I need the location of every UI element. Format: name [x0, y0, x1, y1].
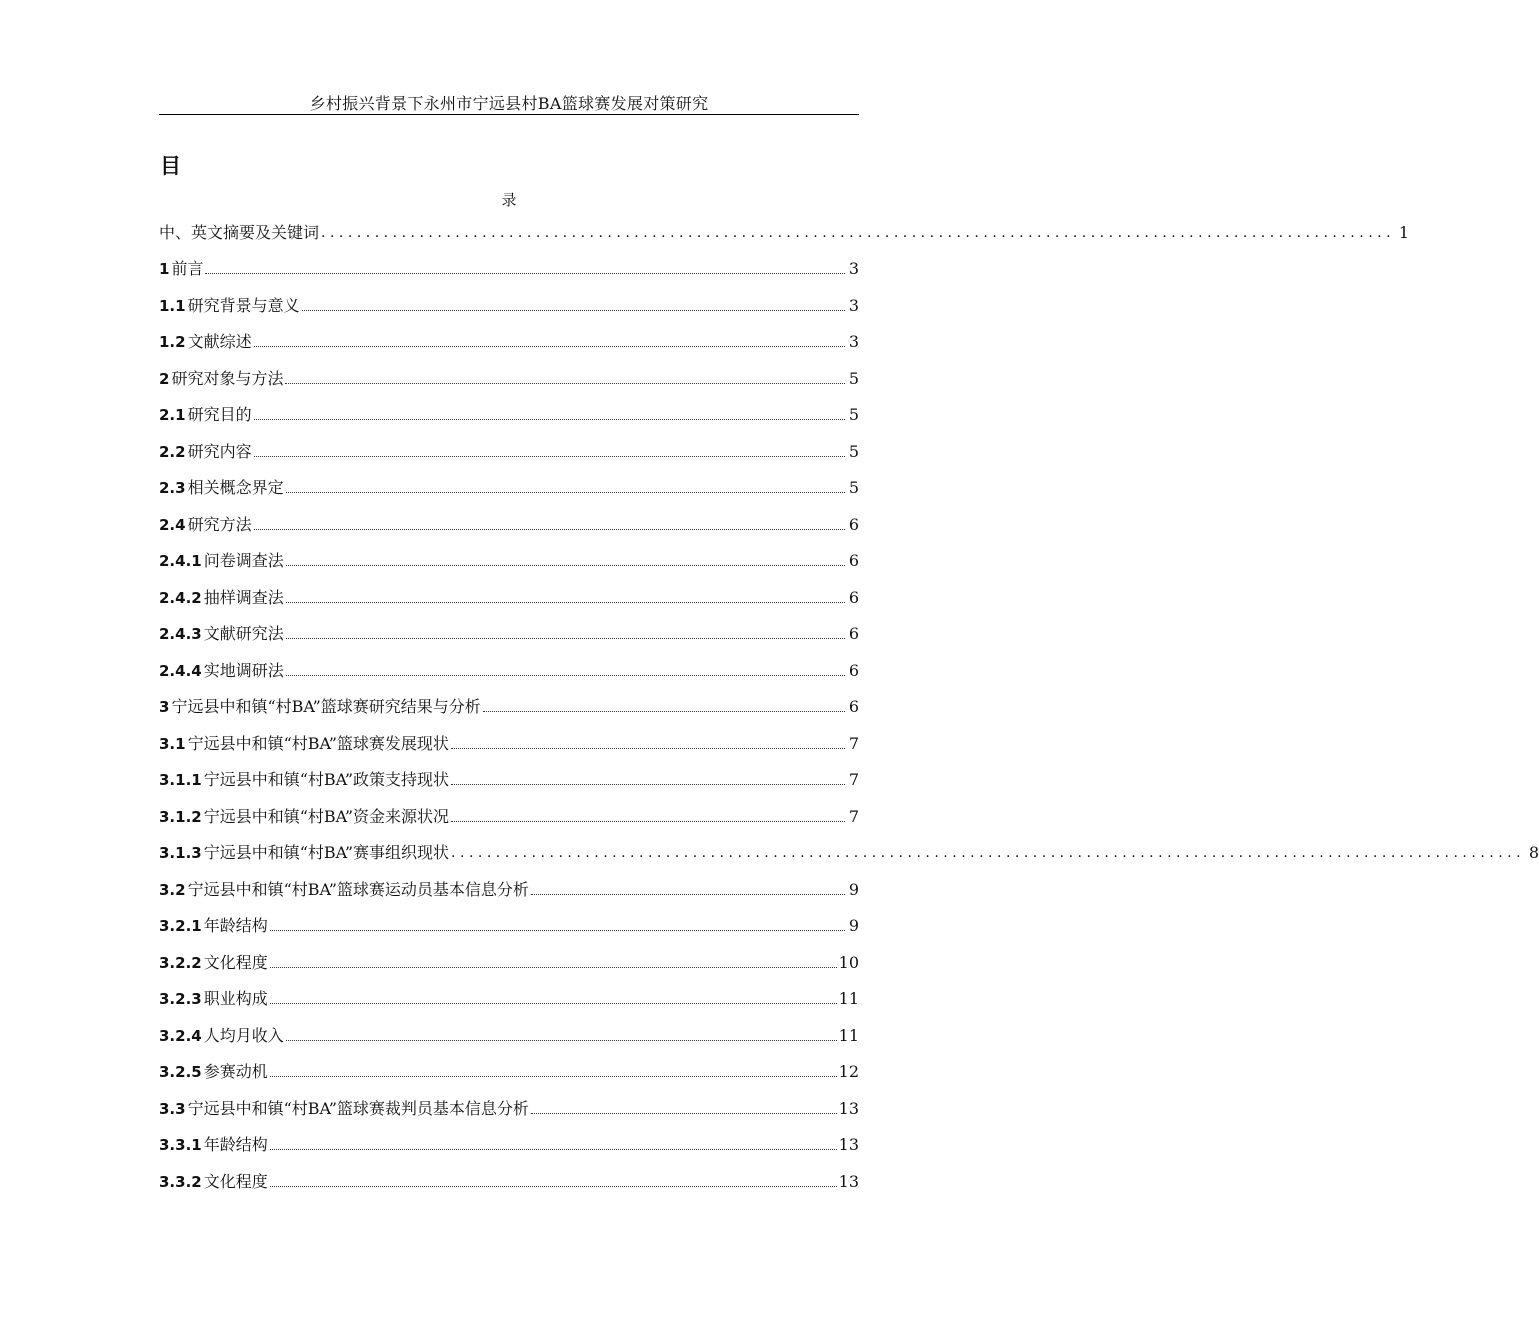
dot-leader	[254, 419, 845, 420]
dot-leader	[531, 894, 845, 895]
table-of-contents	[159, 206, 1539, 1192]
dot-leader	[270, 1149, 837, 1150]
toc-entry-title: 问卷调查法	[203, 551, 284, 570]
toc-entry-page-number: 5	[848, 478, 859, 497]
toc-entry-page-number: 5	[848, 441, 859, 461]
toc-entry-title: 相关概念界定	[187, 478, 284, 497]
header-rule	[159, 114, 859, 115]
toc-entry-page-number: 3	[848, 295, 859, 315]
dot-leader	[286, 638, 845, 639]
toc-entry[interactable]	[159, 973, 859, 1010]
toc-entry[interactable]	[159, 936, 859, 973]
toc-entry-page-number: 11	[838, 1025, 859, 1045]
toc-entry[interactable]	[159, 535, 859, 572]
toc-entry-title: 宁远县中和镇“村BA”篮球赛发展现状	[187, 733, 449, 753]
toc-entry[interactable]	[159, 1009, 859, 1046]
toc-entry[interactable]	[159, 243, 859, 280]
toc-entry[interactable]	[159, 1155, 859, 1192]
toc-entry-title: 研究对象与方法	[171, 368, 284, 388]
dot-leader	[270, 1186, 837, 1187]
dot-leader	[451, 784, 845, 785]
toc-entry-page-number: 6	[848, 514, 859, 534]
toc-entry-page-number: 1	[1398, 222, 1410, 242]
toc-entry[interactable]	[159, 827, 1539, 864]
toc-entry[interactable]	[159, 206, 1410, 243]
toc-entry-title: 实地调研法	[203, 660, 284, 680]
dot-leader	[285, 383, 845, 384]
toc-entry-title: 宁远县中和镇“村BA”政策支持现状	[203, 770, 450, 789]
dot-leader	[270, 1003, 837, 1004]
toc-entry-number: 3.1.3	[159, 844, 202, 862]
dot-leader	[270, 930, 845, 931]
toc-entry-page-number: 7	[848, 806, 859, 826]
dot-leader	[483, 711, 845, 712]
toc-entry-title: 中、英文摘要及关键词	[159, 222, 320, 242]
dot-leader: ........................................................................................................................	[321, 224, 1396, 241]
toc-entry-title: 宁远县中和镇“村BA”篮球赛运动员基本信息分析	[187, 879, 529, 899]
toc-entry-title: 年龄结构	[203, 1135, 268, 1154]
toc-entry[interactable]	[159, 389, 859, 426]
toc-entry-title: 年龄结构	[203, 916, 268, 935]
toc-entry[interactable]	[159, 608, 859, 645]
toc-entry-page-number: 5	[848, 368, 859, 388]
dot-leader	[270, 1076, 837, 1077]
toc-entry-number: 3.3	[159, 1099, 186, 1118]
toc-entry[interactable]	[159, 1082, 859, 1119]
toc-entry-number: 3.2	[159, 880, 186, 899]
dot-leader	[531, 1113, 837, 1114]
dot-leader	[286, 1040, 837, 1041]
toc-entry-page-number: 8	[1528, 843, 1539, 862]
toc-entry-number: 2.4.1	[159, 552, 202, 570]
dot-leader	[254, 529, 845, 530]
toc-entry-number: 3.2.5	[159, 1063, 202, 1081]
toc-entry-number: 2.2	[159, 442, 186, 461]
toc-entry-page-number: 9	[848, 916, 859, 935]
toc-entry-page-number: 7	[848, 733, 859, 753]
toc-entry-page-number: 12	[838, 1062, 859, 1081]
toc-entry[interactable]	[159, 754, 859, 791]
toc-entry-number: 3.3.2	[159, 1172, 202, 1191]
toc-entry-page-number: 7	[848, 770, 859, 789]
toc-entry-page-number: 6	[848, 697, 859, 716]
toc-entry-page-number: 13	[838, 1171, 859, 1191]
toc-entry[interactable]	[159, 462, 859, 499]
toc-entry-number: 2	[159, 369, 170, 388]
dot-leader	[254, 346, 845, 347]
toc-entry-number: 1.1	[159, 296, 186, 315]
toc-entry-page-number: 6	[848, 551, 859, 570]
toc-entry-number: 3	[159, 698, 170, 716]
toc-entry[interactable]	[159, 1046, 859, 1083]
toc-entry-title: 文献研究法	[203, 624, 284, 643]
toc-entry-title: 研究背景与意义	[187, 295, 300, 315]
dot-leader	[451, 748, 845, 749]
toc-entry-page-number: 10	[838, 952, 859, 972]
dot-leader	[254, 456, 845, 457]
toc-entry-number: 2.4	[159, 515, 186, 534]
toc-entry-title: 抽样调查法	[203, 587, 284, 607]
toc-entry[interactable]	[159, 644, 859, 681]
dot-leader: ........................................................................................................................	[451, 845, 1526, 861]
toc-entry-page-number: 5	[848, 405, 859, 424]
dot-leader	[286, 602, 845, 603]
toc-entry-title: 宁远县中和镇“村BA”资金来源状况	[203, 806, 450, 826]
toc-entry[interactable]	[159, 279, 859, 316]
toc-entry[interactable]	[159, 681, 859, 718]
toc-entry-number: 3.2.4	[159, 1026, 202, 1045]
toc-entry-number: 2.3	[159, 479, 186, 497]
toc-entry-page-number: 11	[838, 989, 859, 1008]
toc-entry-number: 2.4.4	[159, 661, 202, 680]
toc-entry[interactable]	[159, 863, 859, 900]
toc-entry-number: 3.1	[159, 734, 186, 753]
toc-entry-page-number: 3	[848, 259, 859, 278]
dot-leader	[451, 821, 845, 822]
toc-entry[interactable]	[159, 571, 859, 608]
toc-entry[interactable]	[159, 498, 859, 535]
toc-entry-number: 2.1	[159, 406, 186, 424]
toc-entry-number: 3.2.1	[159, 917, 202, 935]
toc-entry[interactable]	[159, 790, 859, 827]
toc-entry-number: 1	[159, 260, 170, 278]
toc-entry-page-number: 13	[838, 1135, 859, 1154]
toc-entry-title: 文献综述	[187, 332, 252, 351]
toc-entry-title: 文化程度	[203, 1171, 268, 1191]
dot-leader	[302, 310, 845, 311]
toc-entry[interactable]	[159, 316, 859, 353]
toc-entry-title: 宁远县中和镇“村BA”篮球赛研究结果与分析	[171, 697, 481, 716]
toc-entry-number: 3.2.3	[159, 990, 202, 1008]
toc-entry-title: 宁远县中和镇“村BA”篮球赛裁判员基本信息分析	[187, 1098, 529, 1118]
toc-entry-title: 前言	[171, 259, 204, 278]
toc-entry-page-number: 3	[848, 332, 859, 351]
toc-entry-number: 3.1.1	[159, 771, 202, 789]
toc-entry[interactable]	[159, 352, 859, 389]
dot-leader	[286, 675, 845, 676]
toc-entry-title: 文化程度	[203, 952, 268, 972]
toc-entry-number: 2.4.3	[159, 625, 202, 643]
toc-entry-page-number: 6	[848, 587, 859, 607]
toc-entry-title: 人均月收入	[203, 1025, 284, 1045]
toc-entry-page-number: 6	[848, 624, 859, 643]
toc-entry-title: 参赛动机	[203, 1062, 268, 1081]
toc-entry-page-number: 13	[838, 1098, 859, 1118]
toc-entry-number: 3.3.1	[159, 1136, 202, 1154]
toc-entry-title: 宁远县中和镇“村BA”赛事组织现状	[203, 843, 450, 862]
toc-entry-number: 3.2.2	[159, 953, 202, 972]
toc-entry[interactable]	[159, 1119, 859, 1156]
toc-entry-title: 研究方法	[187, 514, 252, 534]
dot-leader	[270, 967, 837, 968]
toc-entry-number: 2.4.2	[159, 588, 202, 607]
toc-entry[interactable]	[159, 425, 859, 462]
toc-heading: 目	[160, 154, 181, 178]
toc-entry-title: 职业构成	[203, 989, 268, 1008]
toc-entry-page-number: 9	[848, 879, 859, 899]
running-header-title: 乡村振兴背景下永州市宁远县村BA篮球赛发展对策研究	[309, 94, 709, 113]
dot-leader	[286, 565, 845, 566]
toc-entry[interactable]	[159, 900, 859, 937]
toc-entry-title: 研究内容	[187, 441, 252, 461]
toc-entry-number: 3.1.2	[159, 807, 202, 826]
dot-leader	[286, 492, 845, 493]
toc-entry-page-number: 6	[848, 660, 859, 680]
toc-entry-number: 1.2	[159, 333, 186, 351]
toc-entry-title: 研究目的	[187, 405, 252, 424]
toc-entry[interactable]	[159, 717, 859, 754]
toc-heading-continued: 录	[501, 191, 517, 209]
dot-leader	[205, 273, 845, 274]
